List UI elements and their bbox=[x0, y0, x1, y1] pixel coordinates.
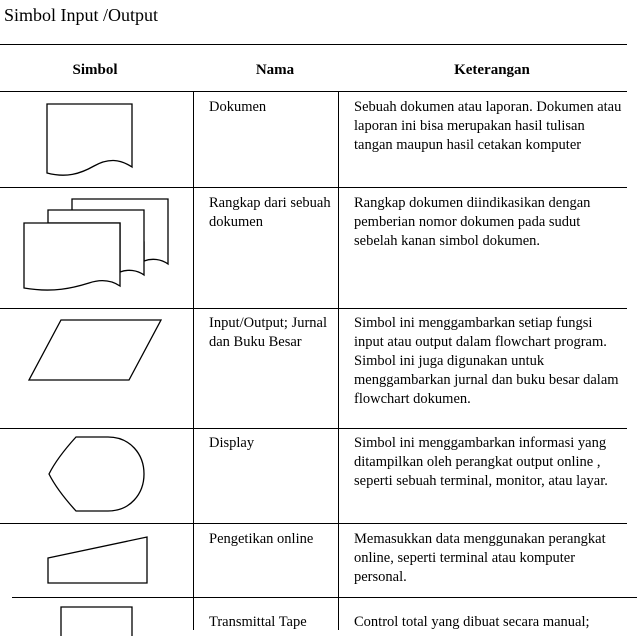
row-nama: Rangkap dari sebuah dokumen bbox=[209, 195, 331, 230]
display-icon bbox=[48, 436, 148, 516]
row-keterangan: Memasukkan data menggunakan perangkat online, seperti terminal atau komputer personal. bbox=[354, 531, 606, 585]
header-keterangan: Keterangan bbox=[454, 62, 530, 78]
row-divider bbox=[0, 308, 627, 309]
column-divider bbox=[338, 91, 339, 630]
page-title: Simbol Input /Output bbox=[4, 5, 159, 25]
document-symbol-icon bbox=[46, 103, 136, 179]
row-keterangan: Sebuah dokumen atau laporan. Dokumen atau laporan ini bisa merupakan hasil tulisan tangan maupun hasil cetakan komputer bbox=[354, 99, 622, 153]
parallelogram-icon bbox=[28, 319, 164, 383]
row-keterangan: Simbol ini menggambarkan informasi yang ditampilkan oleh perangkat output online , seperti sebuah terminal, monitor, atau layar. bbox=[354, 435, 608, 489]
row-divider bbox=[12, 597, 637, 598]
row-nama: Display bbox=[209, 435, 255, 451]
column-divider bbox=[193, 91, 194, 630]
row-nama: Dokumen bbox=[209, 99, 267, 115]
row-divider bbox=[0, 523, 627, 524]
manual-input-icon bbox=[47, 536, 151, 586]
row-divider bbox=[0, 187, 627, 188]
table-top-border bbox=[0, 44, 627, 45]
row-keterangan: Control total yang dibuat secara manual; bbox=[354, 614, 590, 630]
header-nama: Nama bbox=[255, 62, 295, 78]
multiple-documents-icon bbox=[23, 198, 173, 296]
header-simbol: Simbol bbox=[72, 62, 118, 78]
row-nama: Input/Output; Jurnal dan Buku Besar bbox=[209, 315, 328, 350]
row-keterangan: Rangkap dokumen diindikasikan dengan pemberian nomor dokumen pada sudut sebelah kanan simbol dokumen. bbox=[354, 195, 591, 249]
row-nama: Pengetikan online bbox=[209, 531, 314, 547]
header-bottom-border bbox=[0, 91, 627, 92]
row-keterangan: Simbol ini menggambarkan setiap fungsi input atau output dalam flowchart program. Simbol ini juga digunakan untuk menggambarkan jurnal dan buku besar dalam flowchart dokumen. bbox=[354, 315, 619, 407]
row-divider bbox=[0, 428, 627, 429]
row-nama: Transmittal Tape bbox=[209, 614, 307, 630]
transmittal-tape-icon bbox=[60, 606, 136, 636]
